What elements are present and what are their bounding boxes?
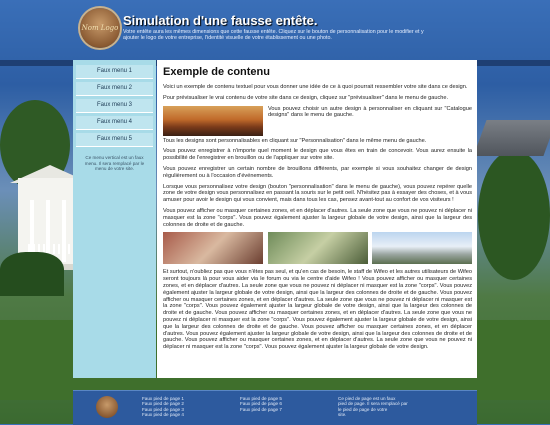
main-content xyxy=(157,60,477,378)
site-logo[interactable] xyxy=(80,8,120,48)
footer-logo xyxy=(96,396,118,418)
page-title: Exemple de contenu xyxy=(163,66,270,78)
footer-link[interactable]: Faux pied de page 1 xyxy=(142,396,184,401)
footer-note: Ce pied de page est un faux xyxy=(338,396,396,401)
paragraph: Vous pouvez enregistrer un certain nombre de brouillons différents, par exemple si vous souhaitez changer de design régulièrement ou à l'occasion d'événements. xyxy=(163,165,472,179)
sidebar-item-4[interactable]: Faux menu 4 xyxy=(76,116,153,130)
sidebar xyxy=(73,60,156,378)
logo-text: Nom Logo xyxy=(81,24,119,32)
paragraph: Lorsque vous personnalisez votre design (bouton "personnalisation" dans le menu de gauche), vous pouvez repérer quelle zone de votre design vous personnalisez en passant la souris sur le petit oeil. N'hésitez pas à essayer des choses, et à vous amuser pour avoir le design qui vous convient, mais dans tous les cas, pensez avant-tout au confort de vos visiteurs ! xyxy=(163,183,472,204)
footer-link[interactable]: Faux pied de page 4 xyxy=(142,412,184,418)
paragraph: Vous pouvez afficher ou masquer certaines zones, et en déplacer d'autres. La seule zone que vous ne pouvez ni déplacer ni masquer est la zone "corps". Vous pouvez également ajuster la largeur globale de votre design, ainsi que la largeur des colonnes de droite et de gauche. xyxy=(163,207,472,228)
footer-note: le pied de page de votre xyxy=(338,406,388,412)
footer-link[interactable]: Faux pied de page 3 xyxy=(142,406,184,412)
sidebar-item-3[interactable]: Faux menu 3 xyxy=(76,99,153,113)
sidebar-item-5[interactable]: Faux menu 5 xyxy=(76,133,153,147)
background-tree xyxy=(478,150,550,280)
background-shrub xyxy=(0,252,64,296)
footer-link[interactable]: Faux pied de page 2 xyxy=(142,401,184,407)
paragraph: Tous les designs sont personnalisables en cliquant sur "Personnalisation" dans le même menu de gauche. xyxy=(163,137,427,144)
sidebar-item-2[interactable]: Faux menu 2 xyxy=(76,82,153,96)
paragraph: Vous pouvez choisir un autre design à personnaliser en cliquant sur "Catalogue designs" dans le menu de gauche. xyxy=(268,105,472,119)
background-roof xyxy=(473,120,550,156)
footer-note: pied de page. Il sera remplacé par xyxy=(338,401,408,407)
footer-note: site. xyxy=(338,412,347,418)
site-description: Votre entête aura les mêmes dimensions que cette fausse entête. Cliquez sur le bouton de personnalisation pour le modifier et y ajouter le logo de votre entreprise, l'identité visuelle de votre établissement ou une photo. xyxy=(123,29,424,41)
paragraph: Et surtout, n'oubliez pas que vous n'êtes pas seul, et qu'en cas de besoin, le staff de Wifeo et les autres utilisateurs de Wifeo seront toujours là pour vous aider via le forum ou via le centre d'aide Wifeo ! Vous pouvez afficher ou masquer certaines zones, et en déplacer d'autres. La seule zone que vous ne pouvez ni déplacer ni masquer est la zone "corps". Vous pouvez également ajuster la largeur globale de votre design, ainsi que la largeur des colonnes de droite et de gauche. Vous pouvez afficher ou masquer certaines zones, et en déplacer d'autres. La seule zone que vous ne pouvez ni déplacer ni masquer est la zone "corps". Vous pouvez également ajuster la largeur globale de votre design, ainsi que la largeur des colonnes de droite et de gauche. Vous pouvez afficher ou masquer certaines zones, et en déplacer d'autres. La seule zone que vous ne pouvez ni déplacer ni masquer est la zone "corps". Vous pouvez également ajuster la largeur globale de votre design, ainsi que la largeur des colonnes de droite et de gauche. Vous pouvez afficher ou masquer certaines zones, et en déplacer d'autres. Vous pouvez également ajuster la largeur globale de votre design, ainsi que la largeur des colonnes de droite et de gauche. Vous pouvez afficher ou masquer certaines zones, et en déplacer d'autres. La seule zone que vous ne pouvez ni déplacer ni masquer est la zone "corps". Vous pouvez également ajuster la largeur globale de votre design. xyxy=(163,269,472,351)
footer-column-2 xyxy=(240,396,282,412)
content-image xyxy=(163,232,263,264)
content-image xyxy=(372,232,472,264)
sidebar-note: Ce menu vertical est un faux menu. Il sera remplacé par le menu de votre site. xyxy=(84,155,145,172)
footer-link[interactable]: Faux pied de page 5 xyxy=(240,396,282,401)
paragraph: Voici un exemple de contenu textuel pour vous donner une idée de ce à quoi pourrait ressembler votre site dans ce design. xyxy=(163,84,468,90)
site-title: Simulation d'une fausse entête. xyxy=(123,13,318,28)
paragraph: Pour prévisualiser le vrai contenu de votre site dans ce design, cliquez sur "prévisualiser" dans le menu de gauche. xyxy=(163,94,449,101)
content-image xyxy=(268,232,368,264)
footer-column-1 xyxy=(142,396,184,418)
footer-link[interactable]: Faux pied de page 7 xyxy=(240,406,282,412)
paragraph: Vous pouvez enregistrer à n'importe quel moment le design que vous êtes en train de concevoir. Vous aurez ensuite la possibilité de l'enregistrer en brouillon ou de l'appliquer sur votre site. xyxy=(163,148,472,162)
image-row xyxy=(163,232,472,264)
desert-image xyxy=(163,106,263,136)
sidebar-item-1[interactable]: Faux menu 1 xyxy=(76,65,153,79)
footer-column-3 xyxy=(338,396,408,418)
footer-link[interactable]: Faux pied de page 6 xyxy=(240,401,282,407)
